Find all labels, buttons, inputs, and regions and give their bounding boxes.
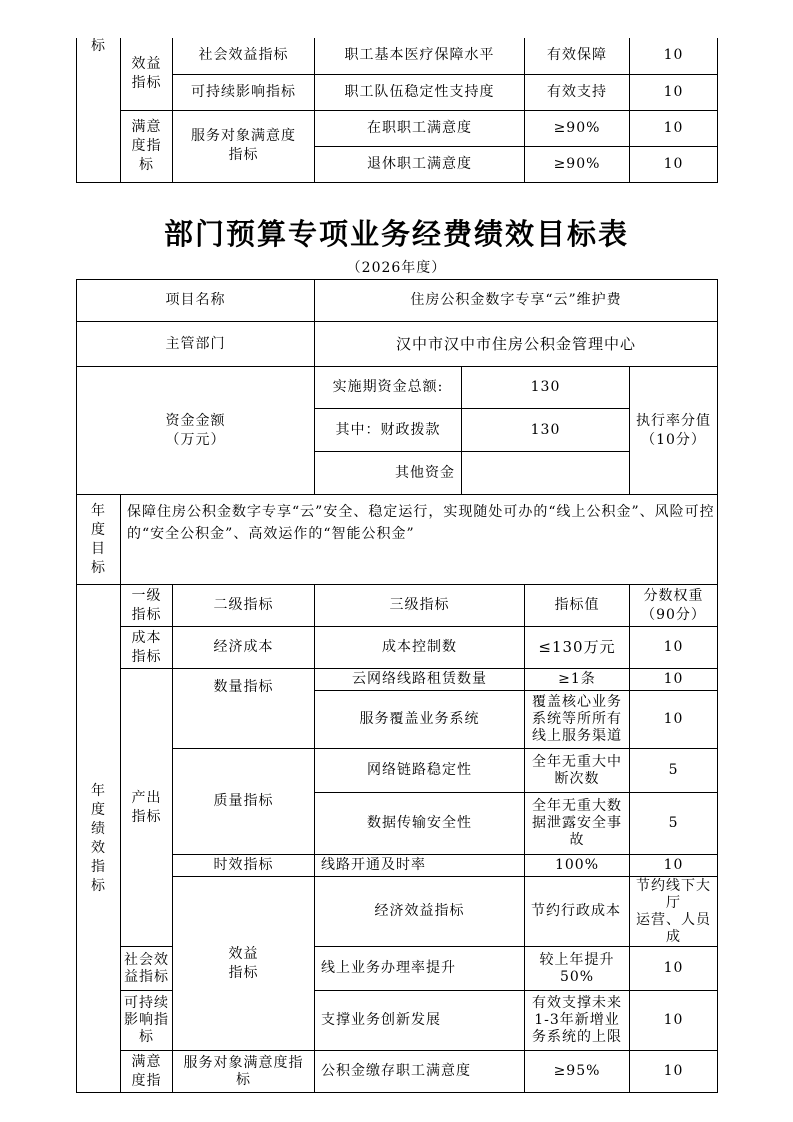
link-stability-weight: 5 xyxy=(630,749,718,793)
admin-cost-saving-value: 节约线下大厅 运营、人员成 xyxy=(630,877,718,947)
link-stability: 网络链路稳定性 xyxy=(315,749,525,793)
link-stability-value: 全年无重大中 断次数 xyxy=(525,749,630,793)
cost-control: 成本控制数 xyxy=(315,627,525,669)
transmission-security-weight: 5 xyxy=(630,793,718,855)
active-staff-satisfaction-weight: 10 xyxy=(630,110,718,146)
social-benefit-indicator: 社会效益指标 xyxy=(121,947,173,991)
active-staff-satisfaction-value: ≥90% xyxy=(525,110,630,146)
fiscal-allocation-label: 其中：财政拨款 xyxy=(315,409,462,452)
retired-staff-satisfaction: 退休职工满意度 xyxy=(315,146,525,182)
service-coverage-value: 覆盖核心业务 系统等所所有 线上服务渠道 xyxy=(525,691,630,749)
col-level2: 二级指标 xyxy=(173,585,315,627)
annual-goal-label: 年 度 目 标 xyxy=(77,495,121,585)
total-fund-value: 130 xyxy=(462,367,630,409)
page-title: 部门预算专项业务经费绩效目标表 xyxy=(163,217,629,251)
medical-security-weight: 10 xyxy=(630,38,718,74)
innovation-support: 支撑业务创新发展 xyxy=(315,991,525,1051)
col-weight: 分数权重 （90分） xyxy=(630,585,718,627)
performance-indicator-table xyxy=(76,494,718,1093)
workforce-stability: 职工队伍稳定性支持度 xyxy=(315,74,525,110)
online-rate-increase-value: 较上年提升 50% xyxy=(525,947,630,991)
depositor-satisfaction-weight: 10 xyxy=(630,1051,718,1093)
innovation-support-value: 有效支撑未来 1-3年新增业 务系统的上限 xyxy=(525,991,630,1051)
line-lease-count-weight: 10 xyxy=(630,669,718,691)
social-benefit-indicator: 社会效益指标 xyxy=(173,38,315,74)
sustainable-impact-indicator: 可持续影响指标 xyxy=(121,991,173,1051)
other-funds-label: 其他资金 xyxy=(315,452,462,495)
workforce-stability-weight: 10 xyxy=(630,74,718,110)
annual-indicator-label: 年 度 绩 效 指 标 xyxy=(77,585,121,1093)
fiscal-year: （2026年度） xyxy=(346,260,447,276)
innovation-support-weight: 10 xyxy=(630,991,718,1051)
timeliness-indicator: 时效指标 xyxy=(173,855,315,877)
line-activation-rate: 线路开通及时率 xyxy=(315,855,525,877)
cost-control-weight: 10 xyxy=(630,627,718,669)
medical-security-level: 职工基本医疗保障水平 xyxy=(315,38,525,74)
continued-indicator-table xyxy=(76,38,718,183)
service-satisfaction-indicator: 服务对象满意度指 标 xyxy=(173,1051,315,1093)
benefit-indicator: 效益 指标 xyxy=(173,877,315,1051)
total-fund-label: 实施期资金总额: xyxy=(315,367,462,409)
medical-security-value: 有效保障 xyxy=(525,38,630,74)
economic-benefit-indicator: 经济效益指标 xyxy=(315,877,525,947)
benefit-category: 效益 指标 xyxy=(121,38,173,110)
transmission-security: 数据传输安全性 xyxy=(315,793,525,855)
economic-cost: 经济成本 xyxy=(173,627,315,669)
project-name-label: 项目名称 xyxy=(77,280,315,322)
cost-control-value: ≤130万元 xyxy=(525,627,630,669)
retired-staff-satisfaction-value: ≥90% xyxy=(525,146,630,182)
line-activation-rate-value: 100% xyxy=(525,855,630,877)
continued-label: 标 xyxy=(77,38,121,182)
depositor-satisfaction: 公积金缴存职工满意度 xyxy=(315,1051,525,1093)
service-coverage: 服务覆盖业务系统 xyxy=(315,691,525,749)
project-name-value: 住房公积金数字专享“云”维护费 xyxy=(315,280,718,322)
quantity-indicator: 数量指标 xyxy=(173,669,315,749)
sustainable-indicator: 可持续影响指标 xyxy=(173,74,315,110)
satisfaction-indicator: 满意 度指 xyxy=(121,1051,173,1093)
fund-amount-label: 资金金额 （万元） xyxy=(77,367,315,495)
other-funds-value xyxy=(462,452,630,495)
satisfaction-category: 满意 度指 标 xyxy=(121,110,173,182)
service-satisfaction-indicator: 服务对象满意度 指标 xyxy=(173,110,315,182)
department-value: 汉中市汉中市住房公积金管理中心 xyxy=(315,322,718,367)
line-activation-rate-weight: 10 xyxy=(630,855,718,877)
col-level3: 三级指标 xyxy=(315,585,525,627)
transmission-security-value: 全年无重大数 据泄露安全事 故 xyxy=(525,793,630,855)
annual-goal-text: 保障住房公积金数字专享“云”安全、稳定运行，实现随处可办的“线上公积金”、风险可控的“安全公积金”、高效运作的“智能公积金” xyxy=(121,495,718,585)
online-rate-increase: 线上业务办理率提升 xyxy=(315,947,525,991)
line-lease-count-value: ≥1条 xyxy=(525,669,630,691)
line-lease-count: 云网络线路租赁数量 xyxy=(315,669,525,691)
department-label: 主管部门 xyxy=(77,322,315,367)
workforce-stability-value: 有效支持 xyxy=(525,74,630,110)
project-info-table xyxy=(76,279,718,495)
output-indicator: 产出 指标 xyxy=(121,669,173,947)
fiscal-allocation-value: 130 xyxy=(462,409,630,452)
cost-indicator: 成本 指标 xyxy=(121,627,173,669)
active-staff-satisfaction: 在职职工满意度 xyxy=(315,110,525,146)
admin-cost-saving: 节约行政成本 xyxy=(525,877,630,947)
quality-indicator: 质量指标 xyxy=(173,749,315,855)
online-rate-increase-weight: 10 xyxy=(630,947,718,991)
execution-rate-label: 执行率分值 （10分） xyxy=(630,367,718,495)
col-level1: 一级 指标 xyxy=(121,585,173,627)
depositor-satisfaction-value: ≥95% xyxy=(525,1051,630,1093)
retired-staff-satisfaction-weight: 10 xyxy=(630,146,718,182)
service-coverage-weight: 10 xyxy=(630,691,718,749)
col-value: 指标值 xyxy=(525,585,630,627)
